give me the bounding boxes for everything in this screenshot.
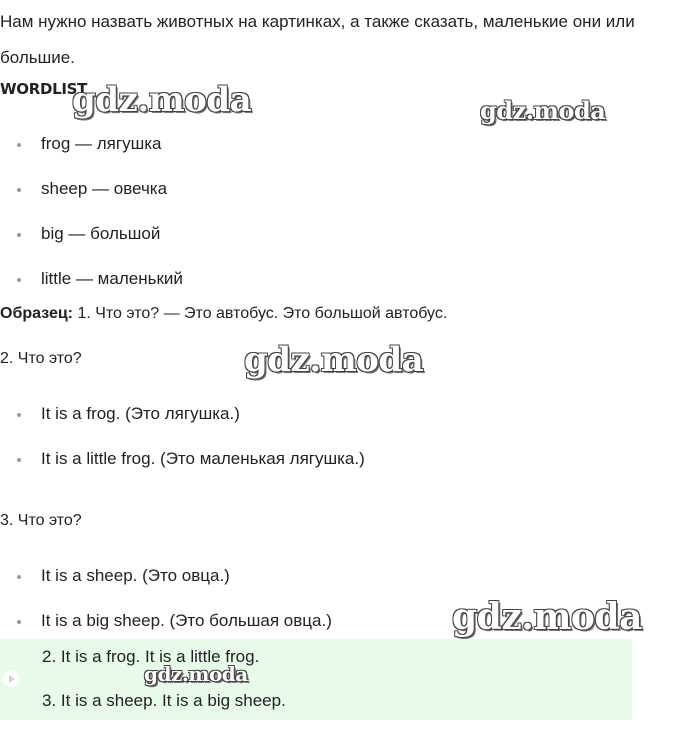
watermark-logo: gdz.moda [480,96,606,125]
example-line [0,305,447,323]
answer-line: 3. It is a sheep. It is a big sheep. [42,691,286,710]
wordlist [0,132,183,312]
question-2: 2. Что это? [0,350,82,367]
list-item: It is a big sheep. (Это большая овца.) [0,609,332,654]
answer-box [0,639,632,720]
question-3: 3. Что это? [0,512,82,529]
list-item: frog — лягушка [0,132,183,177]
list-item: It is a sheep. (Это овца.) [0,564,332,609]
list-item: It is a little frog. (Это маленькая лягушка.) [0,447,365,492]
wordlist-heading: WORDLIST [0,80,88,98]
intro-paragraph: Нам нужно назвать животных на картинках, а также сказать, маленькие они или большие. [0,12,635,67]
example-text: 1. Что это? — Это автобус. Это большой автобус. [73,305,448,322]
watermark-logo: gdz.moda [244,340,424,380]
list-item: It is a frog. (Это лягушка.) [0,402,365,447]
answer-line: 2. It is a frog. It is a little frog. [42,647,260,666]
list-item: big — большой [0,222,183,267]
watermark-logo: gdz.moda [452,596,642,638]
list-item: little — маленький [0,267,183,312]
watermark-logo: gdz.moda [144,662,248,686]
watermark-logo: gdz.moda [72,80,252,120]
example-label: Образец: [0,305,73,322]
answer-list-2 [0,402,365,492]
play-icon[interactable] [3,671,19,687]
list-item: sheep — овечка [0,177,183,222]
